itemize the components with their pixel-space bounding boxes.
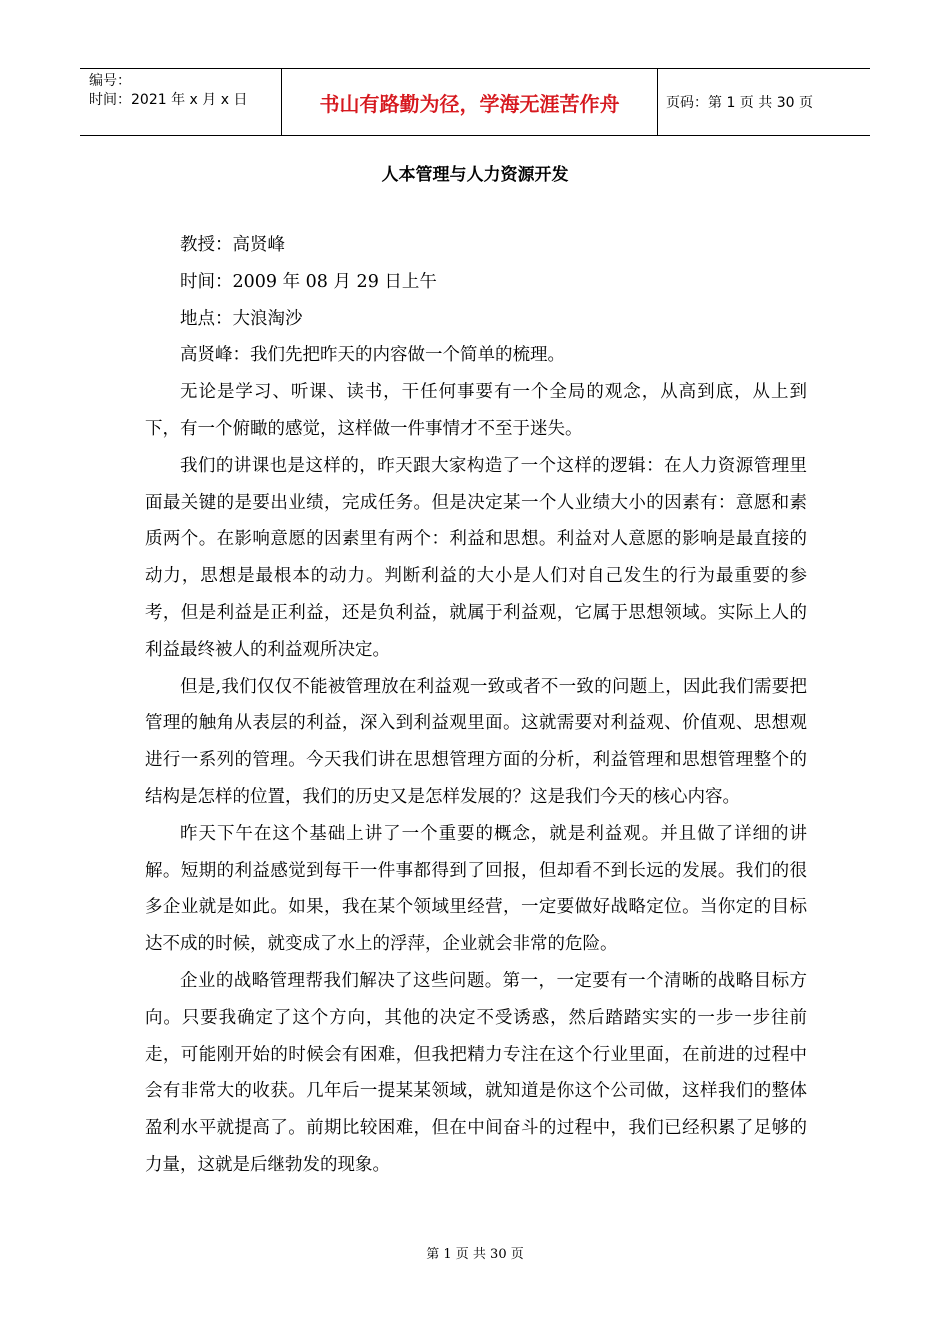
paragraph: 企业的战略管理帮我们解决了这些问题。第一，一定要有一个清晰的战略目标方向。只要我确定了这个方向，其他的决定不受诱惑，然后踏踏实实的一步一步往前走，可能刚开始的时候会有困难，但我把精力专注在这个行业里面，在前进的过程中会有非常大的收获。几年后一提某某领域，就知道是你这个公司做，这样我们的整体盈利水平就提高了。前期比较困难，但在中间奋斗的过程中，我们已经积累了足够的力量，这就是后继勃发的现象。 bbox=[145, 970, 807, 1175]
paragraph: 昨天下午在这个基础上讲了一个重要的概念，就是利益观。并且做了详细的讲解。短期的利益感觉到每干一件事都得到了回报，但却看不到长远的发展。我们的很多企业就是如此。如果，我在某个领域里经营，一定要做好战略定位。当你定的目标达不成的时候，就变成了水上的浮萍，企业就会非常的危险。 bbox=[145, 823, 807, 955]
document-title: 人本管理与人力资源开发 bbox=[381, 165, 569, 185]
paragraph: 我们的讲课也是这样的，昨天跟大家构造了一个这样的逻辑：在人力资源管理里面最关键的是要出业绩，完成任务。但是决定某一个人业绩大小的因素有：意愿和素质两个。在影响意愿的因素里有两个：利益和思想。利益对人意愿的影响是最直接的动力，思想是最根本的动力。判断利益的大小是人们对自己发生的行为最重要的参考，但是利益是正利益，还是负利益，就属于利益观，它属于思想领域。实际上人的利益最终被人的利益观所决定。 bbox=[145, 455, 807, 660]
document-body bbox=[145, 227, 807, 1184]
paragraph: 时间：2009 年 08 月 29 日上午 bbox=[180, 271, 437, 292]
header-meta bbox=[80, 69, 282, 135]
paragraph: 但是,我们仅仅不能被管理放在利益观一致或者不一致的问题上，因此我们需要把管理的触角从表层的利益，深入到利益观里面。这就需要对利益观、价值观、思想观进行一系列的管理。今天我们讲在思想管理方面的分析，利益管理和思想管理整个的结构是怎样的位置，我们的历史又是怎样发展的？这是我们今天的核心内容。 bbox=[145, 676, 807, 807]
header-motto: 书山有路勤为径，学海无涯苦作舟 bbox=[282, 69, 658, 135]
paragraph: 无论是学习、听课、读书，干任何事要有一个全局的观念，从高到底，从上到下，有一个俯瞰的感觉，这样做一件事情才不至于迷失。 bbox=[145, 382, 807, 439]
paragraph: 高贤峰：我们先把昨天的内容做一个简单的梳理。 bbox=[180, 345, 565, 366]
page-footer: 第 1 页 共 30 页 bbox=[426, 1247, 524, 1262]
header-number-label: 编号： bbox=[89, 73, 131, 89]
header-date-label: 时间：2021 年 x 月 x 日 bbox=[89, 92, 248, 108]
page-header bbox=[80, 68, 870, 136]
paragraph: 地点：大浪淘沙 bbox=[180, 308, 303, 329]
paragraph: 教授：高贤峰 bbox=[180, 235, 285, 255]
header-page-info: 页码：第 1 页 共 30 页 bbox=[666, 95, 813, 111]
